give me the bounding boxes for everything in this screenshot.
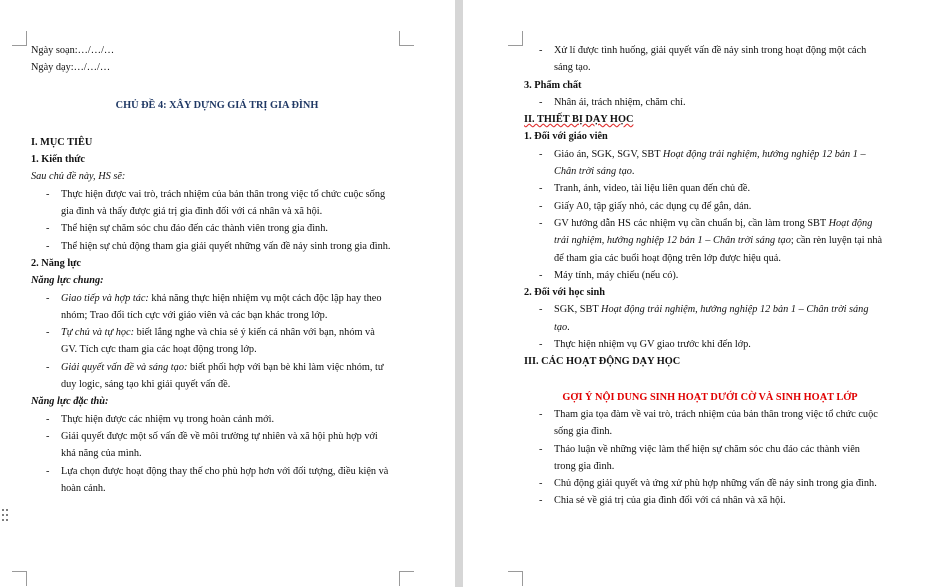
document-page-left[interactable]	[0, 0, 455, 587]
list-item: - Chia sẻ về giá trị của gia đình đối với cá nhân và xã hội.	[524, 492, 896, 509]
date-prep: Ngày soạn:…/…/…	[31, 45, 115, 56]
date-teach: Ngày dạy:…/…/…	[31, 62, 111, 74]
general-competence-label: Năng lực chung:	[31, 275, 104, 287]
list-item: - Thực hiện được vai trò, trách nhiệm của bản thân trong việc tổ chức cuộc sống gia đình và thấy được giá trị gia đình đối với cá nhân và xã hội.	[31, 186, 403, 221]
list-item: - Nhân ái, trách nhiệm, chăm chỉ.	[524, 94, 896, 111]
drag-handle-icon[interactable]	[2, 509, 10, 527]
specific-competence-label: Năng lực đặc thù:	[31, 396, 109, 408]
subsection-heading: 3. Phẩm chất	[524, 79, 582, 91]
list-item: - Tự chủ và tự học: biết lắng nghe và chia sẻ ý kiến cá nhân với bạn, nhóm và GV. Tích cực tham gia các hoạt động trong lớp.	[31, 324, 403, 359]
crop-mark	[399, 571, 414, 586]
topic-title: CHỦ ĐỀ 4: XÂY DỰNG GIÁ TRỊ GIA ĐÌNH	[115, 99, 319, 111]
list-item: - Chủ động giải quyết và ứng xử phù hợp những vấn đề nảy sinh trong gia đình.	[524, 475, 896, 492]
section-heading: I. MỤC TIÊU	[31, 136, 93, 148]
list-item: - Giải quyết vấn đề và sáng tạo: biết phối hợp với bạn bè khi làm việc nhóm, tư duy logic, sáng tạo khi giải quyết vấn đề.	[31, 359, 403, 394]
list-item: - Thể hiện sự chủ động tham gia giải quyết những vấn đề nảy sinh trong gia đình.	[31, 238, 403, 255]
list-item: - Giải quyết được một số vấn đề về môi trường tự nhiên và xã hội phù hợp với khả năng của mình.	[31, 428, 403, 463]
section-heading: III. CÁC HOẠT ĐỘNG DẠY HỌC	[524, 356, 681, 368]
crop-mark	[12, 571, 27, 586]
list-item: - Giao tiếp và hợp tác: khả năng thực hiện nhiệm vụ một cách độc lập hay theo nhóm; Trao đổi tích cực với giáo viên và các bạn khác trong lớp.	[31, 290, 403, 325]
subsection-heading: 2. Năng lực	[31, 257, 81, 269]
list-item: - Thể hiện sự chăm sóc chu đáo đến các thành viên trong gia đình.	[31, 220, 403, 237]
suggestion-title: GỢI Ý NỘI DUNG SINH HOẠT DƯỚI CỜ VÀ SINH HOẠT LỚP	[562, 391, 858, 403]
list-item: - Giáo án, SGK, SGV, SBT Hoạt động trải nghiệm, hướng nghiệp 12 bản 1 – Chân trời sáng tạo.	[524, 146, 896, 181]
intro-text: Sau chủ đề này, HS sẽ:	[31, 171, 126, 183]
list-item: - SGK, SBT Hoạt động trải nghiệm, hướng nghiệp 12 bản 1 – Chân trời sáng tạo.	[524, 301, 896, 336]
page-gap	[455, 0, 463, 587]
list-item: - Lựa chọn được hoạt động thay thế cho phù hợp hơn với đối tượng, điều kiện và hoàn cảnh.	[31, 463, 403, 498]
list-item: - Thảo luận về những việc làm thể hiện sự chăm sóc chu đáo các thành viên trong gia đình.	[524, 441, 896, 476]
crop-mark	[508, 571, 523, 586]
subsection-heading: 1. Kiến thức	[31, 154, 85, 166]
list-item: - Thực hiện được các nhiệm vụ trong hoàn cảnh mới.	[31, 411, 403, 428]
list-item: - Tham gia tọa đàm về vai trò, trách nhiệm của bản thân trong việc tổ chức cuộc sống gia đình.	[524, 406, 896, 441]
right-page-content	[524, 42, 896, 510]
left-page-content	[31, 42, 403, 497]
subsection-heading: 2. Đối với học sinh	[524, 287, 605, 299]
list-item: - Thực hiện nhiệm vụ GV giao trước khi đến lớp.	[524, 336, 896, 353]
list-item: - GV hướng dẫn HS các nhiệm vụ cần chuẩn bị, cần làm trong SBT Hoạt động trải nghiệm, hướng nghiệp 12 bản 1 – Chân trời sáng tạo; cần rèn luyện tại nhà để tham gia các buổi hoạt động trên lớp được hiệu quả.	[524, 215, 896, 267]
list-item: - Xử lí được tình huống, giải quyết vấn đề nảy sinh trong hoạt động một cách sáng tạo.	[524, 42, 896, 77]
list-item: - Tranh, ảnh, video, tài liệu liên quan đến chủ đề.	[524, 180, 896, 197]
list-item: - Giấy A0, tập giấy nhỏ, các dụng cụ để gắn, dán.	[524, 198, 896, 215]
crop-mark	[12, 31, 27, 46]
section-heading: II. THIẾT BỊ DẠY HỌC	[524, 114, 634, 126]
crop-mark	[508, 31, 523, 46]
list-item: - Máy tính, máy chiếu (nếu có).	[524, 267, 896, 284]
subsection-heading: 1. Đối với giáo viên	[524, 131, 608, 143]
document-page-right[interactable]	[463, 0, 929, 587]
